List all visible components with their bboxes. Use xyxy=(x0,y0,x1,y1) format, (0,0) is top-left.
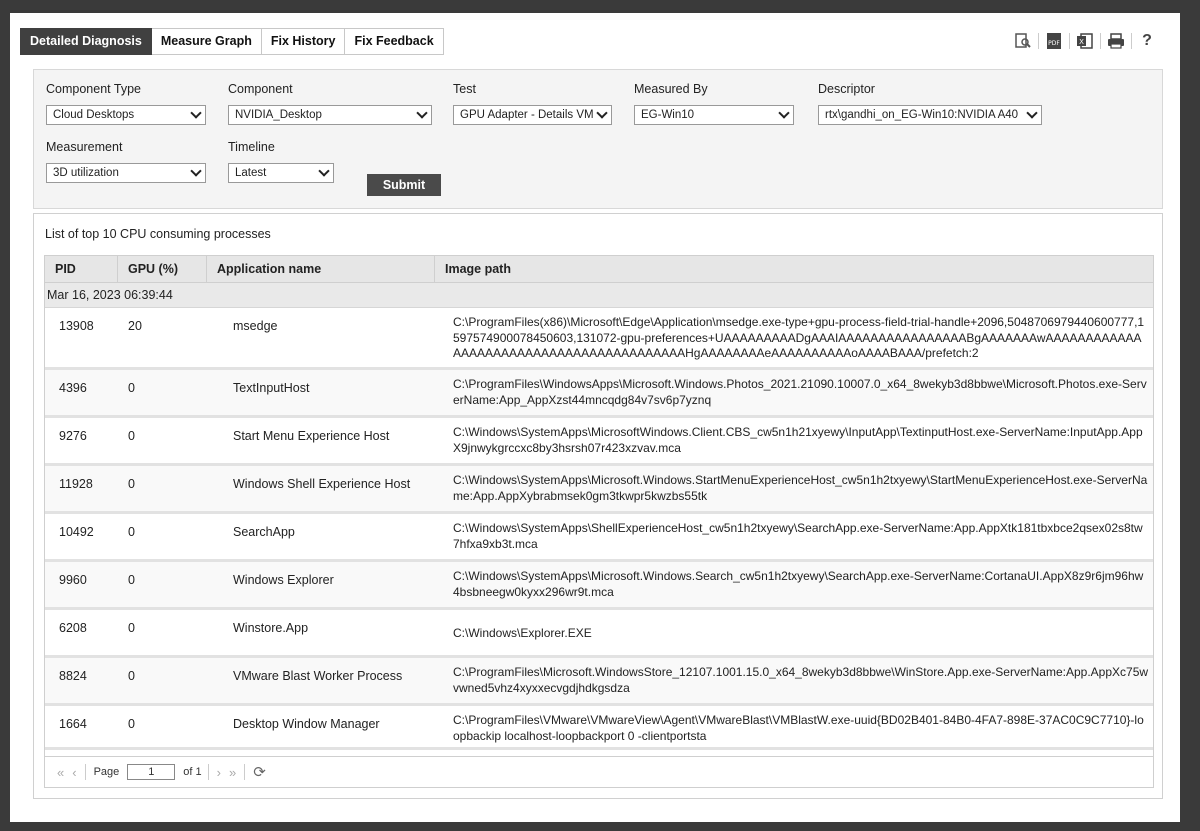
toolbar-divider xyxy=(1131,33,1132,49)
chevron-down-icon xyxy=(596,107,607,118)
measurement-select[interactable] xyxy=(46,163,206,183)
print-icon[interactable] xyxy=(1103,30,1129,52)
search-report-icon[interactable] xyxy=(1010,30,1036,52)
cell-gpu: 0 xyxy=(128,669,135,683)
measured-by-value: EG-Win10 xyxy=(641,109,695,121)
cell-image-path: C:\ProgramFiles\VMware\VMwareView\Agent\VMwareBlast\VMBlastW.exe-uuid{BD02B401-84B0-4FA7-898E-37AC0C9C7710}-loopbackip localhost-loopbackport 0 -clientportsta xyxy=(453,713,1144,743)
cell-pid: 10492 xyxy=(59,525,94,539)
cell-image-path: C:\ProgramFiles\Microsoft.WindowsStore_12107.1001.15.0_x64_8wekyb3d8bbwe\WinStore.App.exe-ServerName:App.AppXc75wvwned5vhz4xyxxecvgdjhdkgsdza xyxy=(453,665,1149,695)
test-group xyxy=(453,82,612,125)
svg-text:PDF: PDF xyxy=(1048,40,1060,47)
timeline-group xyxy=(228,140,334,183)
pager-divider xyxy=(208,764,209,780)
cell-pid: 1664 xyxy=(59,717,87,731)
cell-gpu: 0 xyxy=(128,429,135,443)
cell-gpu: 0 xyxy=(128,477,135,491)
descriptor-group xyxy=(818,82,1042,125)
chevron-down-icon xyxy=(1026,107,1037,118)
column-header-gpu[interactable]: GPU (%) xyxy=(118,256,207,282)
component-label: Component xyxy=(228,82,293,96)
descriptor-select[interactable] xyxy=(818,105,1042,125)
component-type-label: Component Type xyxy=(46,82,141,96)
cell-gpu: 0 xyxy=(128,717,135,731)
table-row[interactable] xyxy=(45,610,1153,658)
timeline-label: Timeline xyxy=(228,140,275,154)
column-header-application[interactable]: Application name xyxy=(207,256,435,282)
cell-application-name: Windows Shell Experience Host xyxy=(233,477,411,491)
cell-image-path: C:\Windows\Explorer.EXE xyxy=(453,626,592,640)
table-header xyxy=(45,256,1153,283)
pagination-bar xyxy=(45,756,1153,787)
results-title: List of top 10 CPU consuming processes xyxy=(45,227,271,241)
last-page-icon[interactable]: » xyxy=(228,764,237,780)
timeline-select[interactable] xyxy=(228,163,334,183)
help-icon[interactable]: ? xyxy=(1142,32,1152,49)
tab-fix-feedback[interactable]: Fix Feedback xyxy=(345,28,443,55)
measured-by-select[interactable] xyxy=(634,105,794,125)
toolbar xyxy=(1010,30,1160,52)
cell-application-name: Desktop Window Manager xyxy=(233,717,380,731)
group-date-row: Mar 16, 2023 06:39:44 xyxy=(45,283,1153,308)
table-row[interactable] xyxy=(45,370,1153,418)
cell-application-name: msedge xyxy=(233,319,278,333)
cell-gpu: 0 xyxy=(128,573,135,587)
tab-fix-history[interactable]: Fix History xyxy=(262,28,346,55)
cell-pid: 13908 xyxy=(59,319,94,333)
column-header-pid[interactable]: PID xyxy=(45,256,118,282)
toolbar-divider xyxy=(1038,33,1039,49)
process-table xyxy=(44,255,1154,788)
chevron-down-icon xyxy=(778,107,789,118)
tab-measure-graph[interactable]: Measure Graph xyxy=(152,28,262,55)
prev-page-icon[interactable]: ‹ xyxy=(72,764,77,780)
descriptor-label: Descriptor xyxy=(818,82,875,96)
cell-pid: 8824 xyxy=(59,669,87,683)
cell-image-path: C:\Windows\SystemApps\MicrosoftWindows.Client.CBS_cw5n1h21xyewy\InputApp\TextinputHost.exe-ServerName:InputApp.AppX9jnwykgrccxc8by3hsrsh07r423xzvav.mca xyxy=(453,425,1143,455)
table-row[interactable] xyxy=(45,514,1153,562)
tab-bar xyxy=(20,28,1160,55)
chevron-down-icon xyxy=(318,165,329,176)
table-row[interactable] xyxy=(45,706,1153,750)
cell-application-name: TextInputHost xyxy=(233,381,310,395)
chevron-down-icon xyxy=(190,107,201,118)
results-panel xyxy=(33,213,1163,799)
cell-pid: 6208 xyxy=(59,621,87,635)
first-page-icon[interactable]: « xyxy=(57,764,65,780)
table-row[interactable] xyxy=(45,308,1153,370)
cell-application-name: Start Menu Experience Host xyxy=(233,429,390,443)
component-type-value: Cloud Desktops xyxy=(53,109,135,121)
chevron-down-icon xyxy=(190,165,201,176)
component-value: NVIDIA_Desktop xyxy=(235,109,322,121)
measurement-label: Measurement xyxy=(46,140,123,154)
test-value: GPU Adapter - Details VM xyxy=(460,109,594,121)
cell-application-name: Windows Explorer xyxy=(233,573,334,587)
table-row[interactable] xyxy=(45,658,1153,706)
timeline-value: Latest xyxy=(235,167,267,179)
cell-application-name: VMware Blast Worker Process xyxy=(233,669,403,683)
toolbar-divider xyxy=(1100,33,1101,49)
page-count-label: of 1 xyxy=(183,766,202,778)
cell-gpu: 0 xyxy=(128,621,135,635)
descriptor-value: rtx\gandhi_on_EG-Win10:NVIDIA A40 xyxy=(825,109,1019,121)
cell-image-path: C:\Windows\SystemApps\Microsoft.Windows.StartMenuExperienceHost_cw5n1h2txyewy\StartMenuExperienceHost.exe-ServerName:App.AppXybrabmsek0gm3tkwpr5kwzbs55tk xyxy=(453,473,1148,503)
cell-pid: 9960 xyxy=(59,573,87,587)
measured-by-label: Measured By xyxy=(634,82,708,96)
test-label: Test xyxy=(453,82,476,96)
tab-detailed-diagnosis[interactable]: Detailed Diagnosis xyxy=(20,28,152,55)
refresh-icon[interactable]: ⟳ xyxy=(253,764,266,781)
app-window xyxy=(10,10,1180,822)
page-input[interactable]: 1 xyxy=(127,764,175,780)
component-select[interactable] xyxy=(228,105,432,125)
component-group xyxy=(228,82,432,125)
component-type-group xyxy=(46,82,206,125)
table-row[interactable] xyxy=(45,418,1153,466)
table-body xyxy=(45,308,1153,750)
pdf-icon[interactable] xyxy=(1041,30,1067,52)
table-row[interactable] xyxy=(45,562,1153,610)
cell-pid: 4396 xyxy=(59,381,87,395)
filter-panel xyxy=(33,69,1163,209)
test-select[interactable] xyxy=(453,105,612,125)
measurement-group xyxy=(46,140,206,183)
page-label: Page xyxy=(93,766,120,778)
cell-application-name: SearchApp xyxy=(233,525,295,539)
cell-gpu: 0 xyxy=(128,381,135,395)
excel-icon[interactable] xyxy=(1072,30,1098,52)
cell-gpu: 0 xyxy=(128,525,135,539)
cell-gpu: 20 xyxy=(128,319,142,333)
cell-pid: 9276 xyxy=(59,429,87,443)
pager-divider xyxy=(85,764,86,780)
submit-button[interactable]: Submit xyxy=(367,174,441,196)
cell-image-path: C:\ProgramFiles(x86)\Microsoft\Edge\Application\msedge.exe-type+gpu-process-field-trial-handle+2096,5048706979440600777,1597574900078450603,131072-gpu-preferences+UAAAAAAAAADgAAAIAAAAAAAAAAAAAAAABgAAAAAAAwAAAAAAAAAAAAAAAAAAAAAAAAAAAAAAAAAAAAAAAAAHgAAAAAAAAeAAAAAAAAAAoAAAABAAA/prefetch:2 xyxy=(453,315,1145,360)
chevron-down-icon xyxy=(416,107,427,118)
svg-text:X: X xyxy=(1079,38,1084,46)
toolbar-divider xyxy=(1069,33,1070,49)
table-row[interactable] xyxy=(45,466,1153,514)
pager-divider xyxy=(244,764,245,780)
column-header-image-path[interactable]: Image path xyxy=(445,262,511,276)
next-page-icon[interactable]: › xyxy=(216,764,221,780)
component-type-select[interactable] xyxy=(46,105,206,125)
measured-by-group xyxy=(634,82,794,125)
cell-pid: 11928 xyxy=(59,477,93,491)
cell-image-path: C:\ProgramFiles\WindowsApps\Microsoft.Windows.Photos_2021.21090.10007.0_x64_8wekyb3d8bbwe\Microsoft.Photos.exe-ServerName:App_AppXzst44mncqdg84v7sv6p7yznq xyxy=(453,377,1147,407)
cell-image-path: C:\Windows\SystemApps\Microsoft.Windows.Search_cw5n1h2txyewy\SearchApp.exe-ServerName:CortanaUI.AppX8z9r6jm96hw4bsbneegw0kyxx296wr9t.mca xyxy=(453,569,1144,599)
cell-image-path: C:\Windows\SystemApps\ShellExperienceHost_cw5n1h2txyewy\SearchApp.exe-ServerName:App.AppXtk181tbxbce2qsex02s8tw7hfxa9xb3t.mca xyxy=(453,521,1143,551)
cell-application-name: Winstore.App xyxy=(233,621,309,635)
measurement-value: 3D utilization xyxy=(53,167,119,179)
